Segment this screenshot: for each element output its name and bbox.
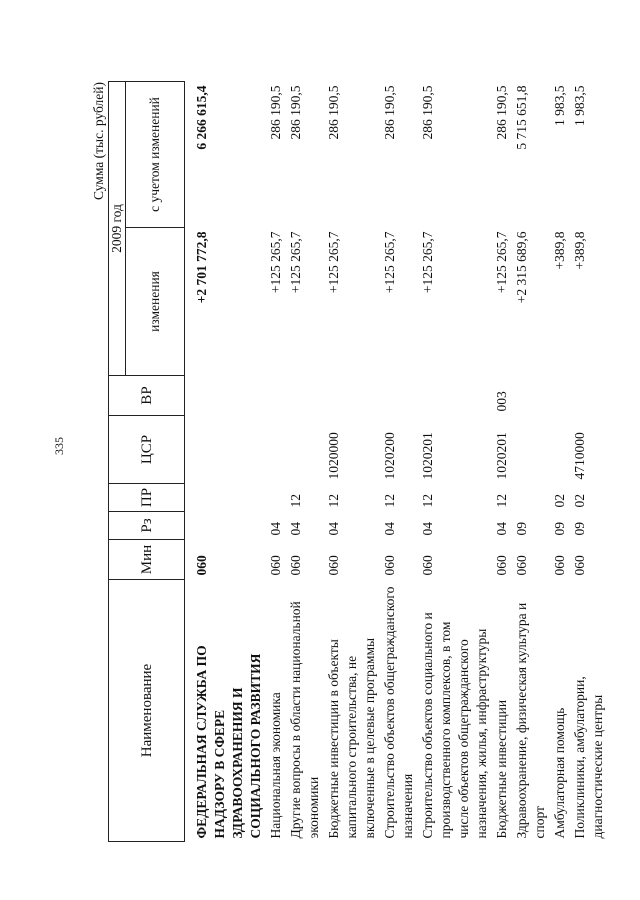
row-min: 060	[420, 555, 435, 576]
row-total: 286 190,5	[382, 85, 397, 140]
row-name: ФЕДЕРАЛЬНАЯ СЛУЖБА ПО НАДЗОРУ В СФЕРЕ ЗДРАВООХРАНЕНИЯ И СОЦИАЛЬНОГО РАЗВИТИЯ	[194, 645, 263, 839]
row-change: +125 265,7	[420, 231, 435, 294]
header-pr: ПР	[109, 484, 185, 512]
header-vr: ВР	[109, 376, 185, 416]
row-min: 060	[572, 555, 587, 576]
header-with-changes: с учетом изменений	[126, 82, 185, 228]
row-name: Амбулаторная помощь	[552, 707, 567, 839]
row-total: 1 983,5	[572, 85, 587, 126]
table-row	[569, 82, 607, 842]
row-csr	[511, 416, 549, 484]
row-min: 060	[494, 555, 509, 576]
row-name: Бюджетные инвестиции в объекты капитального строительства, не включенные в целевые программы	[326, 637, 377, 839]
row-min: 060	[288, 555, 303, 576]
row-pr: 02	[572, 494, 587, 508]
row-min: 060	[514, 555, 529, 576]
row-min: 060	[326, 555, 341, 576]
row-csr	[185, 416, 266, 484]
row-rz: 04	[288, 522, 303, 536]
header-year: 2009 год	[109, 82, 126, 376]
row-csr: 1020201	[494, 432, 509, 480]
row-pr: 12	[494, 494, 509, 508]
row-rz: 04	[494, 522, 509, 536]
table-row	[549, 82, 569, 842]
header-csr: ЦСР	[109, 416, 185, 484]
row-name: Бюджетные инвестиции	[494, 699, 509, 839]
table-body	[185, 82, 608, 842]
row-rz: 09	[572, 522, 587, 536]
table-row	[379, 82, 417, 842]
row-change: +2 315 689,6	[514, 231, 529, 304]
row-change: +2 701 772,8	[194, 231, 209, 304]
document-canvas	[90, 82, 640, 842]
row-vr	[379, 376, 417, 416]
row-vr	[569, 376, 607, 416]
row-total: 286 190,5	[268, 85, 283, 140]
row-min: 060	[194, 555, 209, 576]
row-vr	[549, 376, 569, 416]
table-row	[285, 82, 323, 842]
row-rz: 04	[382, 522, 397, 536]
row-rz: 09	[514, 522, 529, 536]
row-total: 6 266 615,4	[194, 85, 209, 150]
row-total: 286 190,5	[326, 85, 341, 140]
page-number: 335	[52, 437, 66, 455]
row-vr	[265, 376, 285, 416]
row-rz	[185, 512, 266, 540]
row-rz: 09	[552, 522, 567, 536]
row-min: 060	[382, 555, 397, 576]
row-vr: 003	[494, 391, 509, 412]
row-pr: 12	[382, 494, 397, 508]
row-min: 060	[552, 555, 567, 576]
row-change: +125 265,7	[268, 231, 283, 294]
table-row	[491, 82, 511, 842]
header-name: Наименование	[109, 580, 185, 842]
row-pr: 12	[288, 494, 303, 508]
row-pr	[265, 484, 285, 512]
row-name: Строительство объектов социального и производственного комплексов, в том числе объектов общегражданского назначения, жилья, инфраструктуры	[420, 612, 489, 839]
row-min: 060	[268, 555, 283, 576]
row-change: +125 265,7	[382, 231, 397, 294]
row-csr	[265, 416, 285, 484]
row-total: 5 715 651,8	[514, 85, 529, 150]
row-csr	[285, 416, 323, 484]
row-name: Национальная экономика	[268, 692, 283, 839]
table-row	[185, 82, 266, 842]
header-rz: Рз	[109, 512, 185, 540]
row-change: +389,8	[572, 231, 587, 270]
row-rz: 04	[268, 522, 283, 536]
row-vr	[285, 376, 323, 416]
row-total: 286 190,5	[494, 85, 509, 140]
row-vr	[417, 376, 491, 416]
row-vr	[511, 376, 549, 416]
table-row	[265, 82, 285, 842]
row-change: +125 265,7	[326, 231, 341, 294]
row-name: Поликлиники, амбулатории, диагностические центры	[572, 676, 605, 839]
row-rz: 04	[326, 522, 341, 536]
row-pr: 12	[420, 494, 435, 508]
row-csr	[549, 416, 569, 484]
table-row	[417, 82, 491, 842]
budget-table	[108, 81, 607, 842]
header-min: Мин	[109, 540, 185, 580]
row-total: 286 190,5	[288, 85, 303, 140]
row-csr: 4710000	[572, 432, 587, 480]
row-pr	[185, 484, 266, 512]
row-change: +125 265,7	[494, 231, 509, 294]
row-change: +389,8	[552, 231, 567, 270]
table-row	[511, 82, 549, 842]
row-name: Другие вопросы в области национальной экономики	[288, 601, 321, 839]
row-csr: 1020000	[326, 432, 341, 480]
row-vr	[185, 376, 266, 416]
row-vr	[323, 376, 379, 416]
row-total: 286 190,5	[420, 85, 435, 140]
units-caption: Сумма (тыс. рублей)	[91, 82, 106, 200]
row-name: Здравоохранение, физическая культура и спорт	[514, 602, 547, 839]
rotated-table-area	[90, 82, 640, 842]
row-name: Строительство объектов общегражданского назначения	[382, 586, 415, 839]
row-change: +125 265,7	[288, 231, 303, 294]
row-pr: 02	[552, 494, 567, 508]
row-pr: 12	[326, 494, 341, 508]
row-csr: 1020200	[382, 432, 397, 480]
header-changes: изменения	[126, 228, 185, 376]
row-csr: 1020201	[420, 432, 435, 480]
table-row	[323, 82, 379, 842]
row-total: 1 983,5	[552, 85, 567, 126]
row-rz: 04	[420, 522, 435, 536]
row-pr	[511, 484, 549, 512]
